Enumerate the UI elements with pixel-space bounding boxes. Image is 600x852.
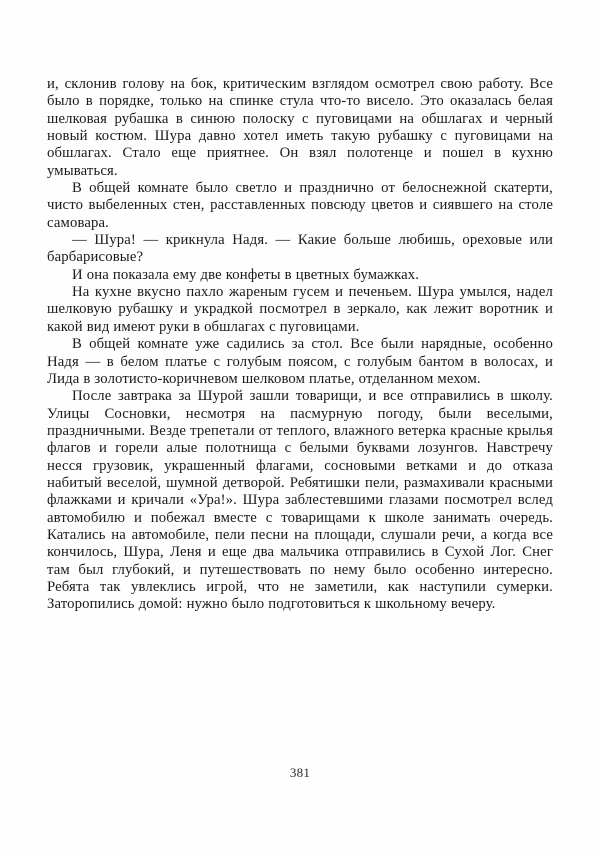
paragraph: После завтрака за Шурой зашли товарищи, и все отправились в школу. Улицы Сосновки, несмотря на пасмурную погоду, были веселыми, праздничными. Везде трепетали от теплого, влажного ветерка красные крылья флагов и горели алые полотнища с белыми буквами лозунгов. Навстречу несся грузовик, украшенный флагами, сосновыми ветками и до отказа набитый веселой, шумной детворой. Ребятишки пели, размахивали красными флажками и кричали «Ура!». Шура заблестевшими глазами посмотрел вслед автомобилю и побежал вместе с товарищами к школе занимать очередь. Катались на автомобиле, пели песни на площади, слушали речи, а когда все кончилось, Шура, Леня и еще два мальчика отправились в Сухой Лог. Снег там был глубокий, и путешествовать по нему было особенно интересно. Ребята так увлеклись игрой, что не заметили, как наступили сумерки. Заторопились домой: нужно было подготовиться к школьному вечеру. — [47, 388, 553, 613]
paragraph: На кухне вкусно пахло жареным гусем и печеньем. Шура умылся, надел шелковую рубашку и украдкой посмотрел в зеркало, как лежит воротник и какой вид имеют руки в обшлагах с пуговицами. — [47, 284, 553, 335]
page-text-block — [47, 76, 553, 614]
page-number: 381 — [289, 765, 311, 780]
paragraph: В общей комнате было светло и празднично от белоснежной скатерти, чисто выбеленных стен, расставленных повсюду цветов и сиявшего на столе самовара. — [47, 180, 553, 231]
paragraph: В общей комнате уже садились за стол. Все были нарядные, особенно Надя — в белом платье с голубым поясом, с голубым бантом в волосах, и Лида в золотисто-коричневом шелковом платье, отделанном мехом. — [47, 336, 553, 387]
paragraph-dialogue: — Шура! — крикнула Надя. — Какие больше любишь, ореховые или барбарисовые? — [47, 232, 553, 266]
paragraph: и, склонив голову на бок, критическим взглядом осмотрел свою работу. Все было в порядке, только на спинке стула что-то висело. Это оказалась белая шелковая рубашка в синюю полоску с пуговицами на обшлагах и черный новый костюм. Шура давно хотел иметь такую рубашку с пуговицами на обшлагах. Стало еще приятнее. Он взял полотенце и пошел в кухню умываться. — [47, 76, 553, 179]
paragraph: И она показала ему две конфеты в цветных бумажках. — [72, 266, 420, 283]
